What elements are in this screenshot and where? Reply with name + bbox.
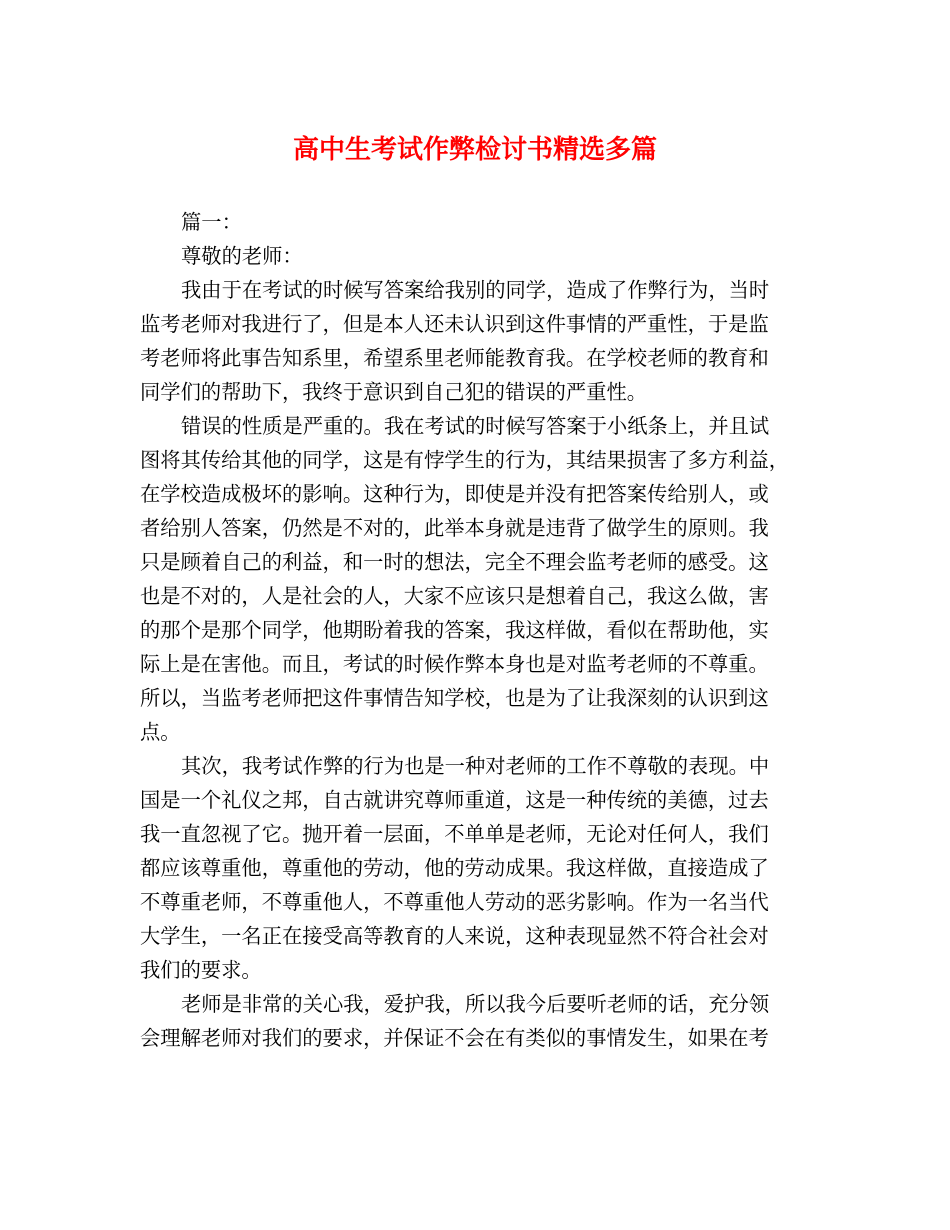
text-line: 际上是在害他。而且，考试的时候作弊本身也是对监考老师的不尊重。: [140, 652, 769, 676]
text-line: 者给别人答案，仍然是不对的，此举本身就是违背了做学生的原则。我: [140, 516, 769, 540]
text-line: 所以，当监考老师把这件事情告知学校，也是为了让我深刻的认识到这: [140, 686, 769, 710]
text-line: 我们的要求。: [140, 958, 262, 982]
document-title: 高中生考试作弊检讨书精选多篇: [292, 135, 657, 165]
document-body: [140, 205, 812, 1055]
text-line: 错误的性质是严重的。我在考试的时候写答案于小纸条上，并且试: [181, 414, 770, 438]
text-line: 同学们的帮助下，我终于意识到自己犯的错误的严重性。: [140, 380, 648, 404]
text-line: 会理解老师对我们的要求，并保证不会在有类似的事情发生，如果在考: [140, 1026, 769, 1050]
text-line: 监考老师对我进行了，但是本人还未认识到这件事情的严重性，于是监: [140, 312, 769, 336]
text-line: 图将其传给其他的同学，这是有悖学生的行为，其结果损害了多方利益，: [140, 448, 790, 472]
text-line: 点。: [140, 720, 181, 744]
text-line: 我一直忽视了它。抛开着一层面，不单单是老师，无论对任何人，我们: [140, 822, 769, 846]
text-line: 只是顾着自己的利益，和一时的想法，完全不理会监考老师的感受。这: [140, 550, 769, 574]
text-line: 老师是非常的关心我，爱护我，所以我今后要听老师的话，充分领: [181, 992, 770, 1016]
text-line: 其次，我考试作弊的行为也是一种对老师的工作不尊敬的表现。中: [181, 754, 770, 778]
text-line: 国是一个礼仪之邦，自古就讲究尊师重道，这是一种传统的美德，过去: [140, 788, 769, 812]
text-line: 在学校造成极坏的影响。这种行为，即使是并没有把答案传给别人，或: [140, 482, 769, 506]
text-line: 的那个是那个同学，他期盼着我的答案，我这样做，看似在帮助他，实: [140, 618, 769, 642]
text-line: 尊敬的老师：: [181, 244, 303, 268]
text-line: 我由于在考试的时候写答案给我别的同学，造成了作弊行为，当时: [181, 278, 770, 302]
text-line: 大学生，一名正在接受高等教育的人来说，这种表现显然不符合社会对: [140, 924, 769, 948]
text-line: 考老师将此事告知系里，希望系里老师能教育我。在学校老师的教育和: [140, 346, 769, 370]
text-line: 也是不对的，人是社会的人，大家不应该只是想着自己，我这么做，害: [140, 584, 769, 608]
text-line: 不尊重老师，不尊重他人，不尊重他人劳动的恶劣影响。作为一名当代: [140, 890, 769, 914]
text-line: 篇一：: [181, 210, 242, 234]
text-line: 都应该尊重他，尊重他的劳动，他的劳动成果。我这样做，直接造成了: [140, 856, 769, 880]
